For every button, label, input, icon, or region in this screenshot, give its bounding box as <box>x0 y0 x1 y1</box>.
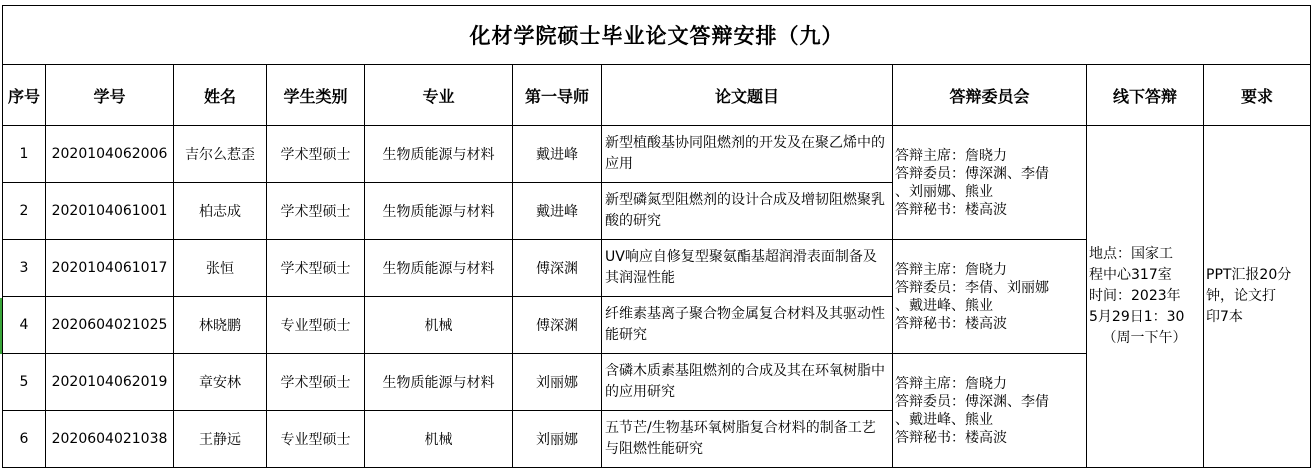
cell-student-type: 学术型硕士 <box>267 354 365 411</box>
cell-major: 机械 <box>365 297 513 354</box>
cell-name: 柏志成 <box>174 183 267 240</box>
cell-major: 生物质能源与材料 <box>365 126 513 183</box>
committee-chair: 答辩主席：詹晓力 <box>895 261 1007 278</box>
cell-advisor: 傅深渊 <box>513 297 602 354</box>
cell-no: 5 <box>3 354 46 411</box>
committee-secretary: 答辩秘书：楼高波 <box>895 315 1007 332</box>
cell-name: 吉尔么惹歪 <box>174 126 267 183</box>
header-major: 专业 <box>365 65 513 126</box>
venue-line: 地点：国家工 <box>1089 246 1173 262</box>
cell-student-id: 2020104062019 <box>46 354 174 411</box>
requirement-cell <box>1204 126 1311 468</box>
committee-secretary: 答辩秘书：楼高波 <box>895 429 1007 446</box>
defense-schedule-table <box>2 5 1311 468</box>
cell-major: 生物质能源与材料 <box>365 183 513 240</box>
header-row <box>3 65 1311 126</box>
cell-advisor: 戴进峰 <box>513 183 602 240</box>
cell-student-type: 学术型硕士 <box>267 183 365 240</box>
committee-members: 答辩委员：傅深渊、李倩 <box>895 393 1049 410</box>
requirement-line: 印7本 <box>1206 309 1243 325</box>
cell-major: 生物质能源与材料 <box>365 354 513 411</box>
header-student-id: 学号 <box>46 65 174 126</box>
cell-no: 4 <box>3 297 46 354</box>
page-title: 化材学院硕士毕业论文答辩安排（九） <box>3 6 1311 65</box>
venue-line: （周一下午） <box>1102 330 1187 346</box>
venue-line: 程中心317室 <box>1089 267 1172 283</box>
committee-secretary: 答辩秘书：楼高波 <box>895 201 1007 218</box>
cell-topic: 纤维素基离子聚合物金属复合材料及其驱动性能研究 <box>602 297 893 354</box>
requirement-line: PPT汇报20分 <box>1206 267 1292 283</box>
header-name: 姓名 <box>174 65 267 126</box>
cell-advisor: 刘丽娜 <box>513 354 602 411</box>
cell-topic: 新型植酸基协同阻燃剂的开发及在聚乙烯中的应用 <box>602 126 893 183</box>
committee-members: 答辩委员：李倩、刘丽娜 <box>895 279 1049 296</box>
cell-no: 1 <box>3 126 46 183</box>
committee-members-cont: 、戴进峰、熊业 <box>895 297 993 314</box>
header-committee: 答辩委员会 <box>893 65 1087 126</box>
header-requirement: 要求 <box>1204 65 1311 126</box>
cell-no: 6 <box>3 411 46 468</box>
offline-defense-cell <box>1087 126 1204 468</box>
cell-major: 生物质能源与材料 <box>365 240 513 297</box>
cell-student-id: 2020104062006 <box>46 126 174 183</box>
cell-no: 3 <box>3 240 46 297</box>
header-topic: 论文题目 <box>602 65 893 126</box>
committee-chair: 答辩主席：詹晓力 <box>895 375 1007 392</box>
header-offline-defense: 线下答辩 <box>1087 65 1204 126</box>
cell-advisor: 戴进峰 <box>513 126 602 183</box>
row-selection-indicator <box>0 298 2 354</box>
cell-student-type: 学术型硕士 <box>267 240 365 297</box>
cell-topic: 五节芒/生物基环氧树脂复合材料的制备工艺与阻燃性能研究 <box>602 411 893 468</box>
cell-name: 王静远 <box>174 411 267 468</box>
cell-student-type: 学术型硕士 <box>267 126 365 183</box>
cell-student-type: 专业型硕士 <box>267 297 365 354</box>
table-row <box>3 126 1311 183</box>
header-student-type: 学生类别 <box>267 65 365 126</box>
committee-members-cont: 、戴进峰、熊业 <box>895 411 993 428</box>
venue-line: 时间：2023年 <box>1089 288 1181 304</box>
cell-no: 2 <box>3 183 46 240</box>
cell-student-type: 专业型硕士 <box>267 411 365 468</box>
cell-name: 张恒 <box>174 240 267 297</box>
cell-student-id: 2020604021025 <box>46 297 174 354</box>
cell-major: 机械 <box>365 411 513 468</box>
cell-topic: UV响应自修复型聚氨酯基超润滑表面制备及其润湿性能 <box>602 240 893 297</box>
cell-name: 章安林 <box>174 354 267 411</box>
cell-topic: 含磷木质素基阻燃剂的合成及其在环氧树脂中的应用研究 <box>602 354 893 411</box>
header-advisor: 第一导师 <box>513 65 602 126</box>
cell-advisor: 刘丽娜 <box>513 411 602 468</box>
cell-student-id: 2020104061017 <box>46 240 174 297</box>
cell-student-id: 2020604021038 <box>46 411 174 468</box>
requirement-line: 钟，论文打 <box>1206 288 1276 304</box>
committee-chair: 答辩主席：詹晓力 <box>895 147 1007 164</box>
committee-members-cont: 、刘丽娜、熊业 <box>895 183 993 200</box>
header-no: 序号 <box>3 65 46 126</box>
committee-cell-2 <box>893 240 1087 354</box>
committee-members: 答辩委员：傅深渊、李倩 <box>895 165 1049 182</box>
cell-topic: 新型磷氮型阻燃剂的设计合成及增韧阻燃聚乳酸的研究 <box>602 183 893 240</box>
cell-advisor: 傅深渊 <box>513 240 602 297</box>
committee-cell-1 <box>893 126 1087 240</box>
venue-line: 5月29日1：30 <box>1089 309 1185 325</box>
cell-student-id: 2020104061001 <box>46 183 174 240</box>
committee-cell-3 <box>893 354 1087 468</box>
cell-name: 林晓鹏 <box>174 297 267 354</box>
